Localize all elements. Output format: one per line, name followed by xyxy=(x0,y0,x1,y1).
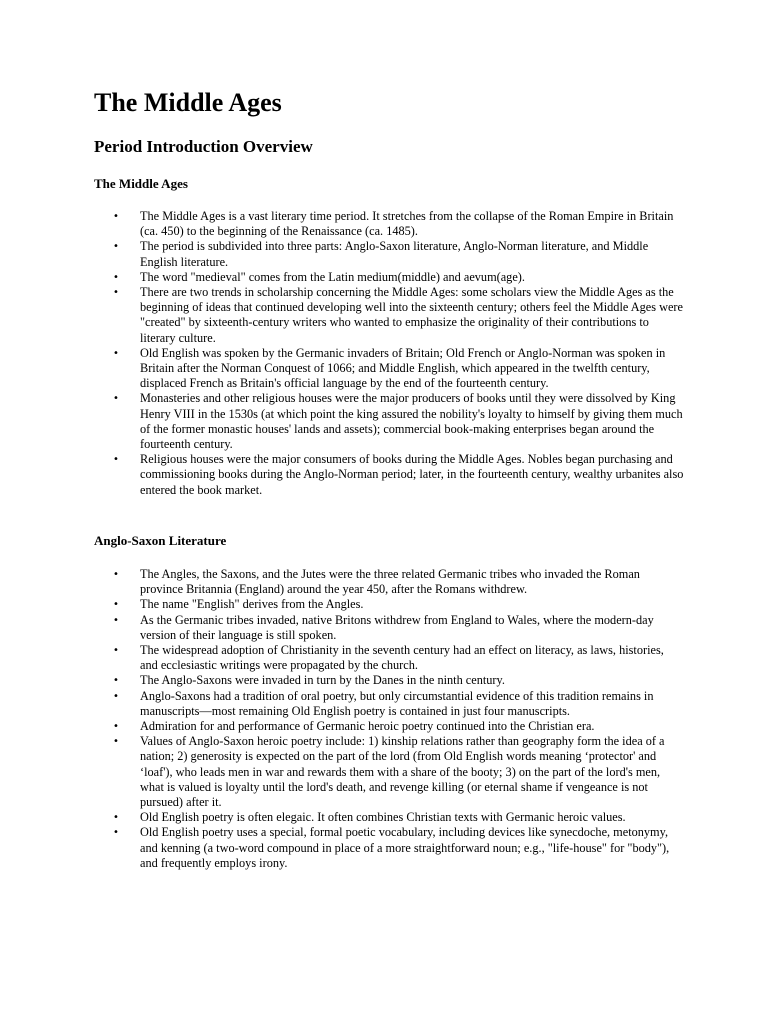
list-item: • Anglo-Saxons had a tradition of oral poetry, but only circumstantial evidence of this tradition remains in manuscripts—most remaining Old English poetry is contained in just four manuscripts. xyxy=(94,689,684,719)
list-item: • Admiration for and performance of Germanic heroic poetry continued into the Christian era. xyxy=(94,719,684,734)
list-item: • As the Germanic tribes invaded, native Britons withdrew from England to Wales, where the modern-day version of their language is still spoken. xyxy=(94,613,684,643)
section-heading-middle-ages: The Middle Ages xyxy=(94,176,188,191)
list-item: • The period is subdivided into three parts: Anglo-Saxon literature, Anglo-Norman literature, and Middle English literature. xyxy=(94,239,684,269)
list-item: • Old English poetry uses a special, formal poetic vocabulary, including devices like synecdoche, metonymy, and kenning (a two-word compound in place of a more straightforward noun; e.g., "life-house" for "body"), and frequently employs irony. xyxy=(94,825,684,871)
list-item: • The Anglo-Saxons were invaded in turn by the Danes in the ninth century. xyxy=(94,673,684,688)
page-subtitle: Period Introduction Overview xyxy=(94,137,313,156)
list-item: • The Middle Ages is a vast literary time period. It stretches from the collapse of the Roman Empire in Britain (ca. 450) to the beginning of the Renaissance (ca. 1485). xyxy=(94,209,684,239)
list-item: • The Angles, the Saxons, and the Jutes were the three related Germanic tribes who invaded the Roman province Britannia (England) around the year 450, after the Romans withdrew. xyxy=(94,567,684,597)
section-heading-anglo-saxon: Anglo-Saxon Literature xyxy=(94,533,227,548)
section-list-middle-ages xyxy=(94,209,684,498)
list-item: • The widespread adoption of Christianity in the seventh century had an effect on literacy, as laws, histories, and ecclesiastic writings were propagated by the church. xyxy=(94,643,684,673)
list-item: • Old English was spoken by the Germanic invaders of Britain; Old French or Anglo-Norman was spoken in Britain after the Norman Conquest of 1066; and Middle English, which appeared in the twelfth century, displaced French as Britain's official language by the end of the fourteenth century. xyxy=(94,346,684,392)
list-item: • There are two trends in scholarship concerning the Middle Ages: some scholars view the Middle Ages as the beginning of ideas that continued developing well into the sixteenth century; others feel the Middle Ages were "created" by sixteenth-century writers who wanted to emphasize the originality of their contributions to literary culture. xyxy=(94,285,684,346)
list-item: • Old English poetry is often elegaic. It often combines Christian texts with Germanic heroic values. xyxy=(94,810,684,825)
list-item: • The word "medieval" comes from the Latin medium(middle) and aevum(age). xyxy=(94,270,684,285)
page-title: The Middle Ages xyxy=(94,88,282,117)
section-list-anglo-saxon xyxy=(94,567,684,871)
list-item: • The name "English" derives from the Angles. xyxy=(94,597,684,612)
list-item: • Religious houses were the major consumers of books during the Middle Ages. Nobles began purchasing and commissioning books during the Anglo-Norman period; later, in the fourteenth century, wealthy urbanites also entered the book market. xyxy=(94,452,684,498)
list-item: • Values of Anglo-Saxon heroic poetry include: 1) kinship relations rather than geography form the idea of a nation; 2) generosity is expected on the part of the lord (from Old English words meaning ‘protector' and ‘loaf'), who leads men in war and rewards them with a share of the booty; 3) on the part of the lord's men, what is valued is loyalty until the lord's death, and revenge killing (or eternal shame if vengeance is not pursued) after it. xyxy=(94,734,684,810)
list-item: • Monasteries and other religious houses were the major producers of books until they were dissolved by King Henry VIII in the 1530s (at which point the king assured the nobility's loyalty to himself by giving them much of the former monastic houses' lands and assets); commercial book-making enterprises began around the fourteenth century. xyxy=(94,391,684,452)
